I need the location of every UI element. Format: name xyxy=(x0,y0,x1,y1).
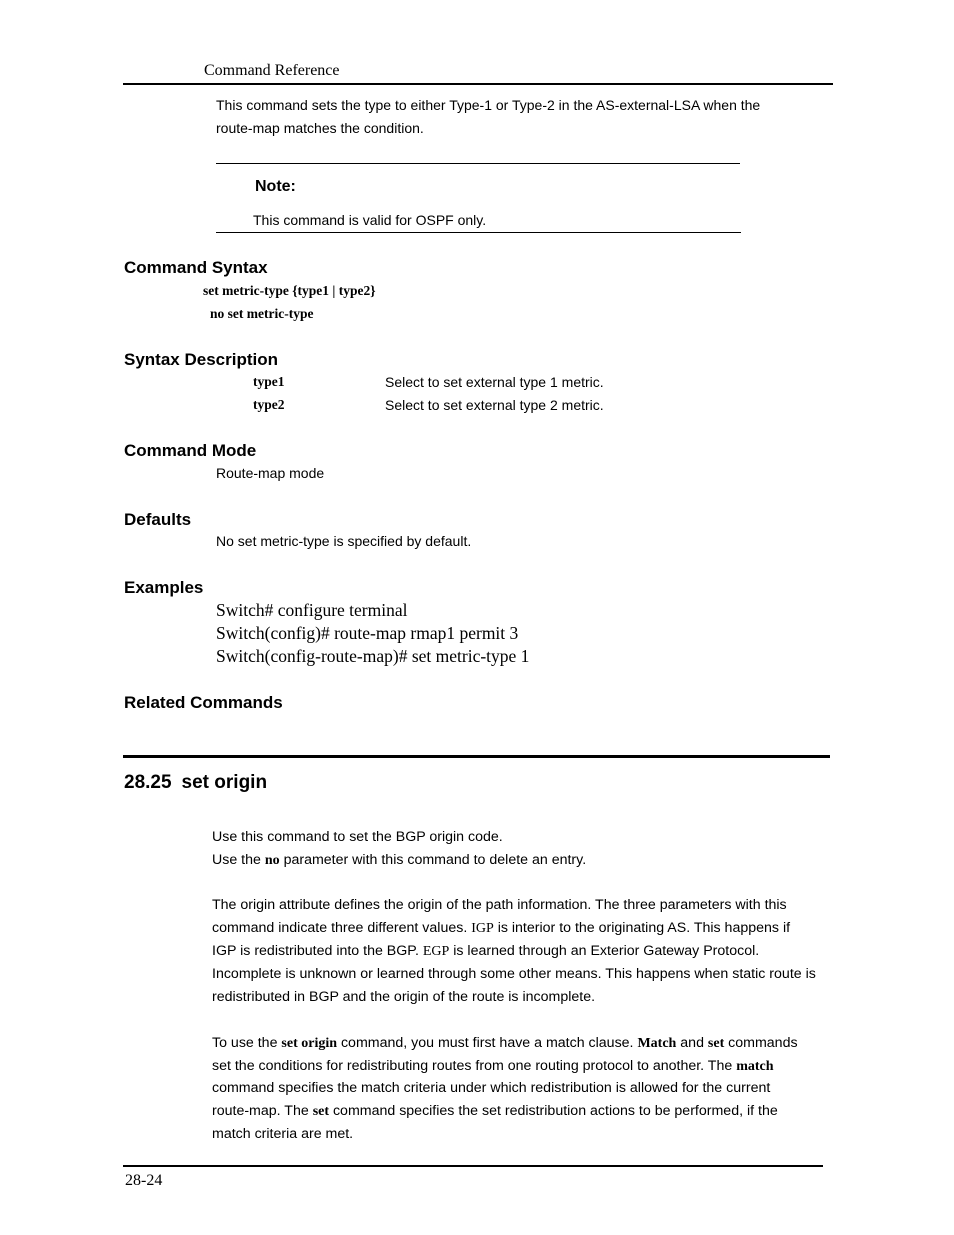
defaults-heading: Defaults xyxy=(124,510,192,529)
command-syntax-heading: Command Syntax xyxy=(124,258,268,277)
p3-line-5: match criteria are met. xyxy=(212,1126,354,1142)
syntax-line-2: no set metric-type xyxy=(210,306,314,321)
set-keyword-2: set xyxy=(312,1104,330,1119)
no-keyword: no xyxy=(264,853,280,868)
param-type1-desc: Select to set external type 1 metric. xyxy=(385,374,604,390)
match-keyword: Match xyxy=(637,1036,677,1051)
p3-line-4: route-map. The set command specifies the set redistribution actions to be performed, if the xyxy=(212,1103,778,1119)
section-name: set origin xyxy=(181,772,268,793)
examples-heading: Examples xyxy=(124,578,204,597)
intro-line-2: route-map matches the condition. xyxy=(216,120,424,136)
param-type2: type2 xyxy=(253,397,285,412)
example-line-1: Switch# configure terminal xyxy=(216,600,408,620)
p3-line-3: command specifies the match criteria under which redistribution is allowed for the current xyxy=(212,1080,771,1096)
p2-line-5: redistributed in BGP and the origin of the route is incomplete. xyxy=(212,989,596,1005)
example-line-3: Switch(config-route-map)# set metric-type 1 xyxy=(216,646,530,666)
example-line-2: Switch(config)# route-map rmap1 permit 3 xyxy=(216,623,519,643)
intro-line-1: This command sets the type to either Type-1 or Type-2 in the AS-external-LSA when the xyxy=(216,97,761,113)
p2-line-1: The origin attribute defines the origin of the path information. The three parameters with this xyxy=(212,897,787,913)
syntax-line-1: set metric-type {type1 | type2} xyxy=(203,283,376,298)
command-mode-text: Route-map mode xyxy=(216,465,325,481)
note-bottom-rule xyxy=(216,232,741,233)
page-number: 28-24 xyxy=(125,1172,163,1189)
section-number: 28.25 xyxy=(124,772,172,793)
syntax-description-heading: Syntax Description xyxy=(124,350,278,369)
egp-keyword: EGP xyxy=(422,944,450,959)
command-mode-heading: Command Mode xyxy=(124,441,257,460)
set-origin-keyword: set origin xyxy=(281,1036,338,1051)
section-rule xyxy=(123,755,830,758)
set-keyword: set xyxy=(707,1036,725,1051)
running-header: Command Reference xyxy=(204,62,340,79)
note-top-rule xyxy=(216,163,740,164)
p2-line-2: command indicate three different values. IGP is interior to the originating AS. This happens if xyxy=(212,920,791,936)
section-title xyxy=(124,772,267,794)
igp-keyword: IGP xyxy=(471,921,494,936)
p2-line-3: IGP is redistributed into the BGP. EGP is learned through an Exterior Gateway Protocol. xyxy=(212,943,760,959)
p3-line-1: To use the set origin command, you must first have a match clause. Match and set commands xyxy=(212,1035,798,1051)
related-commands-heading: Related Commands xyxy=(124,693,283,712)
param-type2-desc: Select to set external type 2 metric. xyxy=(385,397,604,413)
defaults-text: No set metric-type is specified by default. xyxy=(216,533,472,549)
param-type1: type1 xyxy=(253,374,285,389)
p2-line-4: Incomplete is unknown or learned through some other means. This happens when static route is xyxy=(212,966,816,982)
header-rule xyxy=(123,83,833,85)
note-text: This command is valid for OSPF only. xyxy=(253,212,487,228)
p1-line-2: Use the no parameter with this command to delete an entry. xyxy=(212,852,587,868)
match-keyword-2: match xyxy=(736,1059,774,1074)
footer-rule xyxy=(123,1165,823,1167)
p1-line-1: Use this command to set the BGP origin code. xyxy=(212,829,503,845)
note-heading: Note: xyxy=(255,178,296,195)
p3-line-2: set the conditions for redistributing routes from one routing protocol to another. The match xyxy=(212,1058,774,1074)
